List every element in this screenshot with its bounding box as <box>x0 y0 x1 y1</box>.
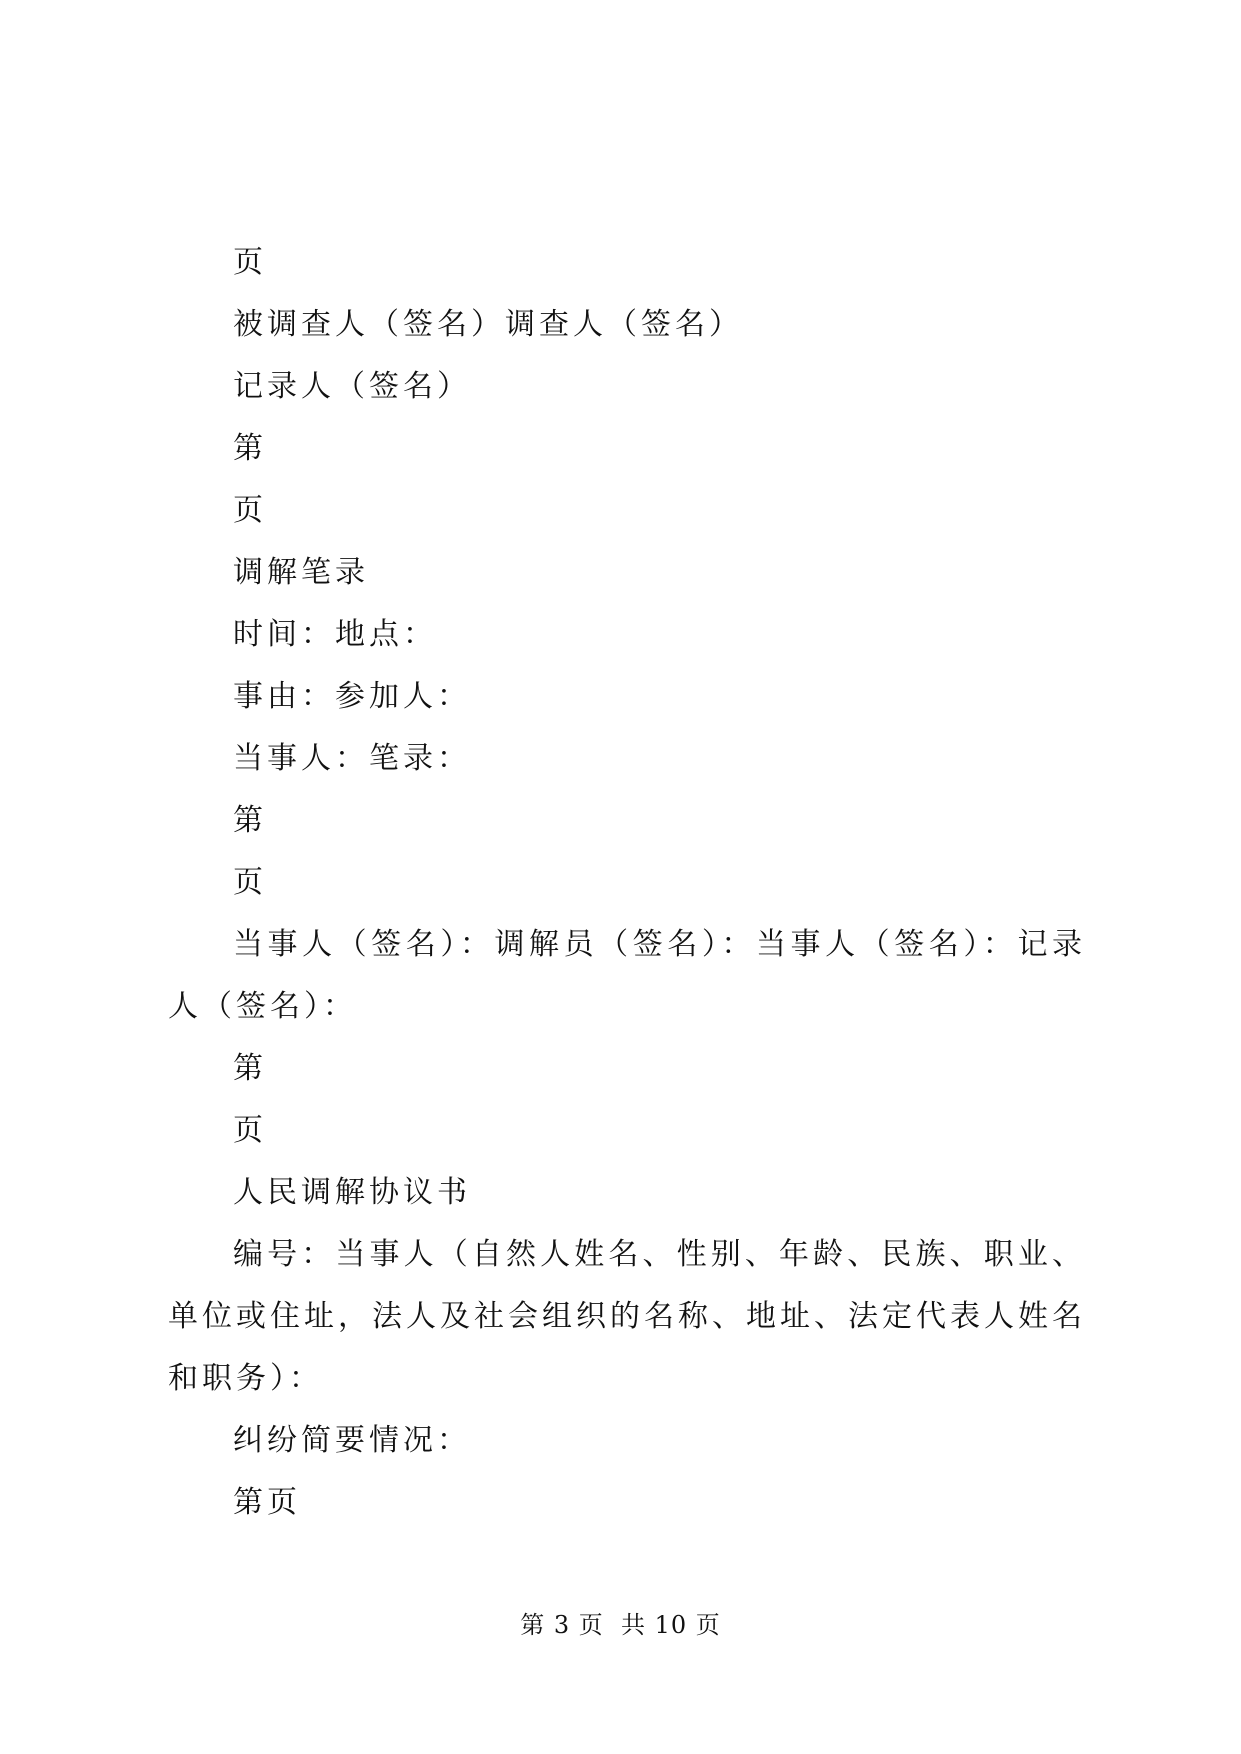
text-line-dispute-summary: 纠纷简要情况： <box>233 1423 471 1458</box>
text-line-cause-participants: 事由：参加人： <box>233 679 471 714</box>
page-footer: 第 3 页 共 10 页 <box>520 1611 721 1639</box>
text-line-page: 页 <box>233 493 267 528</box>
section-heading-mediation-record: 调解笔录 <box>233 555 369 590</box>
paragraph-parties-info: 编号：当事人（自然人姓名、性别、年龄、民族、职业、单位或住址，法人及社会组织的名称、地址、法定代表人姓名和职务）： <box>168 1237 1086 1396</box>
text-line-page-marker: 第页 <box>233 1485 301 1520</box>
text-line-page: 页 <box>233 865 267 900</box>
text-line-signatures: 被调查人（签名）调查人（签名） <box>233 307 743 342</box>
text-line-page-prefix: 第 <box>233 1051 267 1086</box>
text-line-page: 页 <box>233 1113 267 1148</box>
text-line-page: 页 <box>233 245 267 280</box>
text-line-party-record: 当事人：笔录： <box>233 741 471 776</box>
text-line-page-prefix: 第 <box>233 431 267 466</box>
text-line-recorder-signature: 记录人（签名） <box>233 369 471 404</box>
section-heading-agreement: 人民调解协议书 <box>233 1175 471 1210</box>
paragraph-signatures: 当事人（签名）：调解员（签名）：当事人（签名）：记录人（签名）： <box>168 927 1086 1024</box>
text-line-page-prefix: 第 <box>233 803 267 838</box>
text-line-time-place: 时间：地点： <box>233 617 437 652</box>
document-body <box>168 232 1086 1534</box>
